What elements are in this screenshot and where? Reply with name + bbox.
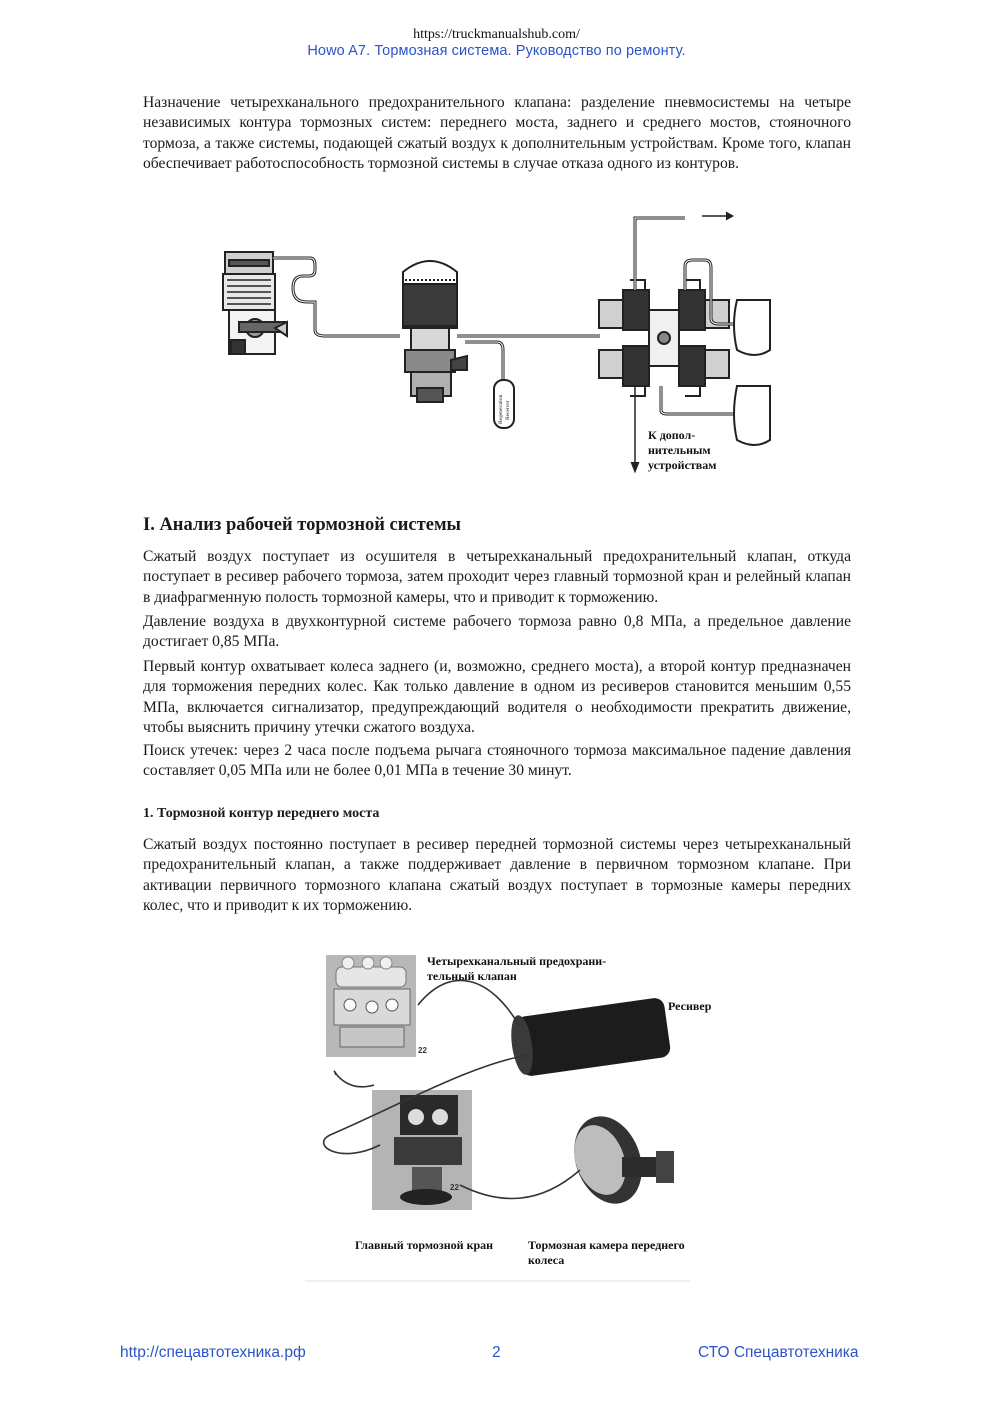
aux-caption-line1: К допол- (648, 428, 696, 442)
receiver-cylinder-photo (508, 997, 672, 1077)
label-chamber-line1: Тормозная камера переднего (528, 1238, 685, 1252)
label-main-brake-valve: Главный тормозной кран (355, 1238, 494, 1252)
section-heading: I. Анализ рабочей тормозной системы (143, 515, 461, 535)
subsection-heading: 1. Тормозной контур переднего моста (143, 806, 380, 821)
header-url[interactable]: https://truckmanualshub.com/ (413, 27, 580, 42)
footer-company-link[interactable]: СТО Спецавтотехника (698, 1344, 859, 1361)
label-receiver: Ресивер (668, 999, 712, 1013)
part-number-1: 22 (418, 1046, 427, 1055)
receiver-label-1: Regeneration (498, 394, 504, 424)
four-circuit-valve-photo (326, 955, 416, 1057)
receiver-tank-1 (734, 300, 770, 355)
aux-caption-line2: нительным (648, 443, 711, 457)
part-number-2: 22 (450, 1183, 459, 1192)
main-brake-valve-photo (372, 1090, 472, 1210)
receiver-label-2: Receiver (505, 400, 511, 420)
label-chamber-line2: колеса (528, 1253, 565, 1267)
section-paragraph-1: Сжатый воздух поступает из осушителя в четырехканальный предохранительный клапан, откуда поступает в ресивер рабочего тормоза, затем проходит через главный тормозной кран и релейный клапан в диафрагменную полость тормозной камеры, что и приводит к торможению. (143, 548, 851, 606)
aux-caption-line3: устройствам (648, 458, 717, 472)
label-valve-line2: тельный клапан (427, 969, 517, 983)
header-title[interactable]: Howo A7. Тормозная система. Руководство по ремонту. (307, 43, 686, 59)
brake-chamber-photo (563, 1107, 674, 1213)
label-valve-line1: Четырехканальный предохрани- (427, 954, 607, 968)
footer-website-link[interactable]: http://спецавтотехника.рф (120, 1344, 306, 1361)
section-paragraph-2: Давление воздуха в двухконтурной системе рабочего тормоза равно 0,8 МПа, а предельное давление достигает 0,85 МПа. (143, 613, 851, 651)
label-brake-chamber (528, 1238, 685, 1268)
compressor-drawing (223, 252, 287, 354)
intro-paragraph: Назначение четырехканального предохранительного клапана: разделение пневмосистемы на четыре независимых контура тормозных систем: переднего моста, заднего и среднего мостов, стояночного тормоза, а также системы, подающей сжатый воздух к дополнительным устройствам. Кроме того, клапан обеспечивает работоспособность тормозной системы в случае отказа одного из контуров. (143, 94, 851, 172)
air-dryer-drawing (403, 261, 467, 402)
aux-devices-caption (648, 428, 716, 473)
footer-page-number: 2 (492, 1344, 501, 1361)
regeneration-receiver-drawing (494, 380, 514, 428)
receiver-tank-2 (734, 386, 770, 445)
label-four-circuit-valve (427, 954, 606, 984)
subsection-paragraph: Сжатый воздух постоянно поступает в ресивер передней тормозной системы через четырехканальный предохранительный клапан, а также поддерживает давление в первичном тормозном клапане. При активации первичного тормозного клапана сжатый воздух поступает в тормозные камеры передних колес, что и приводит к их торможению. (143, 836, 851, 914)
section-paragraph-4: Поиск утечек: через 2 часа после подъема рычага стояночного тормоза максимальное падение давления составляет 0,05 МПа или не более 0,01 МПа в течение 30 минут. (143, 742, 851, 780)
section-paragraph-3: Первый контур охватывает колеса заднего (и, возможно, среднего моста), а второй контур предназначен для торможения передних колес. Как только давление в одном из ресиверов становится меньшим 0,55 МПа, включается сигнализатор, предупреждающий водителя о необходимости прекратить движение, чтобы выяснить причину утечки сжатого воздуха. (143, 658, 851, 736)
